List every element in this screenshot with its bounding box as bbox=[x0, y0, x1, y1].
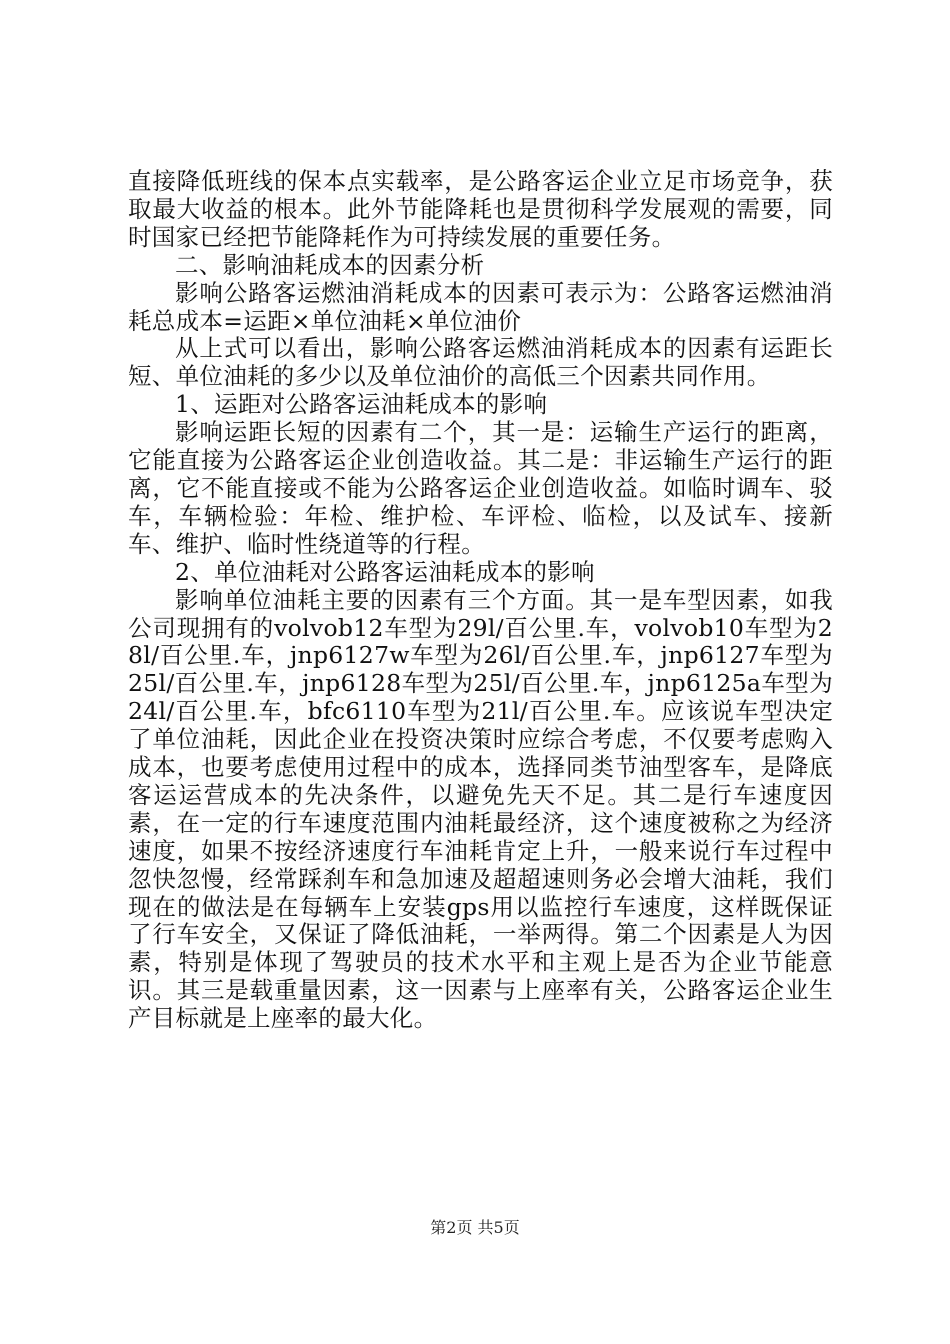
paragraph-formula-explanation: 从上式可以看出，影响公路客运燃油消耗成本的因素有运距长短、单位油耗的多少以及单位油价的高低三个因素共同作用。 bbox=[128, 334, 833, 391]
subheading-unit-fuel: 2、单位油耗对公路客运油耗成本的影响 bbox=[175, 557, 595, 586]
paragraph-unit-fuel: 影响单位油耗主要的因素有三个方面。其一是车型因素，如我公司现拥有的volvob12车型为29l/百公里.车，volvob10车型为28l/百公里.车，jnp6127w车型为26l/百公里.车，jnp6127车型为25l/百公里.车，jnp6128车型为25l/百公里.车，jnp6125a车型为24l/百公里.车，bfc6110车型为21l/百公里.车。应该说车型决定了单位油耗，因此企业在投资决策时应综合考虑，不仅要考虑购入成本，也要考虑使用过程中的成本，选择同类节油型客车，是降底客运运营成本的先决条件，以避免先天不足。其二是行车速度因素，在一定的行车速度范围内油耗最经济，这个速度被称之为经济速度，如果不按经济速度行车油耗肯定上升，一般来说行车过程中忽快忽慢，经常踩刹车和急加速及超超速则务必会增大油耗，我们现在的做法是在每辆车上安装gps用以监控行车速度，这样既保证了行车安全，又保证了降低油耗，一举两得。第二个因素是人为因素，特别是体现了驾驶员的技术水平和主观上是否为企业节能意识。其三是载重量因素，这一因素与上座率有关，公路客运企业生产目标就是上座率的最大化。 bbox=[128, 585, 833, 1033]
section-heading-factors: 二、影响油耗成本的因素分析 bbox=[175, 250, 485, 279]
document-body bbox=[128, 168, 833, 1033]
paragraph-distance: 影响运距长短的因素有二个，其一是：运输生产运行的距离，它能直接为公路客运企业创造收益。其二是：非运输生产运行的距离，它不能直接或不能为公路客运企业创造收益。如临时调车、驳车，车辆检验：年检、维护检、车评检、临检，以及试车、接新车、维护、临时性绕道等的行程。 bbox=[128, 418, 833, 558]
subheading-distance: 1、运距对公路客运油耗成本的影响 bbox=[175, 390, 548, 419]
paragraph-intro-continued: 直接降低班线的保本点实载率，是公路客运企业立足市场竞争，获取最大收益的根本。此外节能降耗也是贯彻科学发展观的需要，同时国家已经把节能降耗作为可持续发展的重要任务。 bbox=[128, 167, 833, 251]
paragraph-formula: 影响公路客运燃油消耗成本的因素可表示为：公路客运燃油消耗总成本=运距×单位油耗×单位油价 bbox=[128, 278, 833, 335]
page-footer: 第2页 共5页 bbox=[430, 1218, 520, 1237]
